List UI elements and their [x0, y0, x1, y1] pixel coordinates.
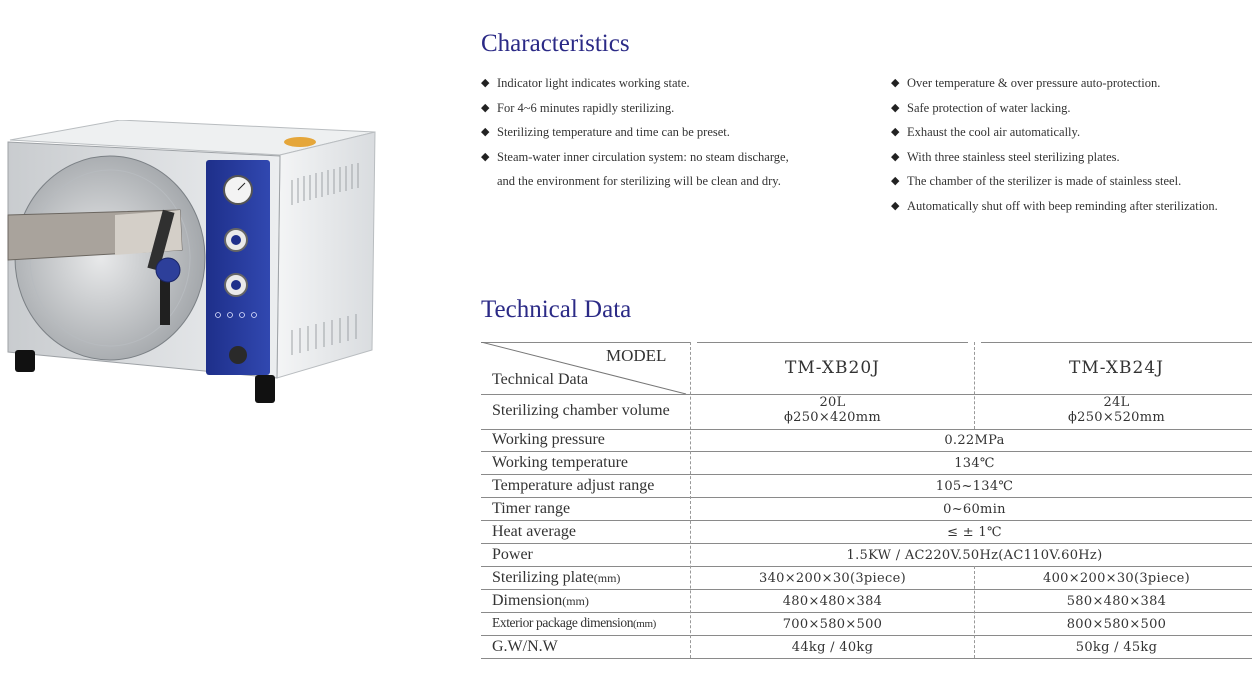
table-rule — [481, 520, 1252, 521]
table-rule — [481, 474, 1252, 475]
row-label-temp-range: Temperature adjust range — [492, 477, 655, 494]
table-rule — [481, 566, 1252, 567]
timer-value: 0~60min — [943, 502, 1006, 517]
diamond-bullet-icon: ◆ — [891, 77, 900, 89]
diamond-bullet-icon: ◆ — [891, 126, 900, 138]
table-rule — [481, 451, 1252, 452]
diamond-bullet-icon: ◆ — [891, 101, 900, 114]
row-label-heat: Heat average — [492, 523, 576, 540]
model-header-2: TM-XB24J — [1069, 358, 1164, 378]
list-item: ◆ Safe protection of water lacking. — [891, 96, 1256, 121]
characteristics-left-list — [481, 71, 791, 194]
plate-value-2: 400×200×30(3piece) — [1043, 571, 1190, 586]
diamond-bullet-icon: ◆ — [891, 175, 900, 187]
table-rule — [481, 497, 1252, 498]
power-value: 1.5KW / AC220V.50Hz(AC110V.60Hz) — [846, 548, 1103, 563]
table-divider — [974, 342, 975, 429]
diamond-bullet-icon: ◆ — [481, 126, 490, 138]
diamond-bullet-icon: ◆ — [891, 199, 900, 212]
corner-technical-label: Technical Data — [492, 371, 589, 388]
volume-value-2: 24L ϕ250×520mm — [1067, 395, 1166, 425]
diamond-bullet-icon: ◆ — [891, 150, 900, 163]
table-rule — [481, 635, 1252, 636]
table-rule — [481, 543, 1252, 544]
temperature-value: 134℃ — [954, 456, 995, 471]
list-item: ◆ The chamber of the sterilizer is made of stainless steel. — [891, 169, 1256, 194]
sterilizer-image — [0, 120, 380, 420]
row-label-plate: Sterilizing plate(mm) — [492, 569, 621, 586]
heat-value: ≤ ± 1℃ — [947, 525, 1002, 540]
weight-value-1: 44kg / 40kg — [791, 640, 874, 655]
table-rule — [481, 589, 1252, 590]
row-label-volume: Sterilizing chamber volume — [492, 402, 670, 419]
characteristics-title: Characteristics — [481, 30, 630, 57]
volume-value-1: 20L ϕ250×420mm — [783, 395, 882, 425]
package-value-2: 800×580×500 — [1066, 617, 1167, 632]
table-rule — [981, 342, 1252, 343]
list-item: ◆ With three stainless steel sterilizing plates. — [891, 145, 1256, 170]
table-rule — [481, 612, 1252, 613]
row-label-timer: Timer range — [492, 500, 571, 517]
diamond-bullet-icon: ◆ — [481, 77, 490, 89]
table-rule — [697, 342, 968, 343]
table-rule — [481, 658, 1252, 659]
row-label-pressure: Working pressure — [492, 431, 605, 448]
dimension-value-2: 580×480×384 — [1066, 594, 1167, 609]
row-label-dimension: Dimension(mm) — [492, 592, 589, 609]
list-item: ◆ For 4~6 minutes rapidly sterilizing. — [481, 96, 791, 121]
row-label-weight: G.W/N.W — [492, 638, 558, 655]
list-item: ◆ Indicator light indicates working state. — [481, 71, 791, 96]
characteristics-right-list — [891, 71, 1256, 218]
package-value-1: 700×580×500 — [782, 617, 883, 632]
row-label-temperature: Working temperature — [492, 454, 628, 471]
technical-data-title: Technical Data — [481, 296, 632, 323]
row-label-package: Exterior package dimension(mm) — [492, 615, 656, 630]
table-rule — [481, 429, 1252, 430]
list-item: ◆ Sterilizing temperature and time can be preset. — [481, 120, 791, 145]
diamond-bullet-icon: ◆ — [481, 150, 490, 163]
list-item: ◆ Steam-water inner circulation system: no steam discharge, and the environment for sterilizing will be clean and dry. — [481, 145, 791, 194]
pressure-value: 0.22MPa — [944, 433, 1005, 448]
diamond-bullet-icon: ◆ — [481, 101, 490, 114]
temp-range-value: 105~134℃ — [935, 479, 1014, 494]
list-item: ◆ Over temperature & over pressure auto-protection. — [891, 71, 1256, 96]
corner-model-label: MODEL — [606, 346, 667, 365]
dimension-value-1: 480×480×384 — [782, 594, 883, 609]
weight-value-2: 50kg / 45kg — [1075, 640, 1158, 655]
list-item: ◆ Exhaust the cool air automatically. — [891, 120, 1256, 145]
plate-value-1: 340×200×30(3piece) — [759, 571, 906, 586]
list-item: ◆ Automatically shut off with beep reminding after sterilization. — [891, 194, 1256, 219]
table-divider — [974, 566, 975, 658]
model-header-1: TM-XB20J — [785, 358, 880, 378]
table-divider — [690, 342, 691, 658]
row-label-power: Power — [492, 546, 533, 563]
